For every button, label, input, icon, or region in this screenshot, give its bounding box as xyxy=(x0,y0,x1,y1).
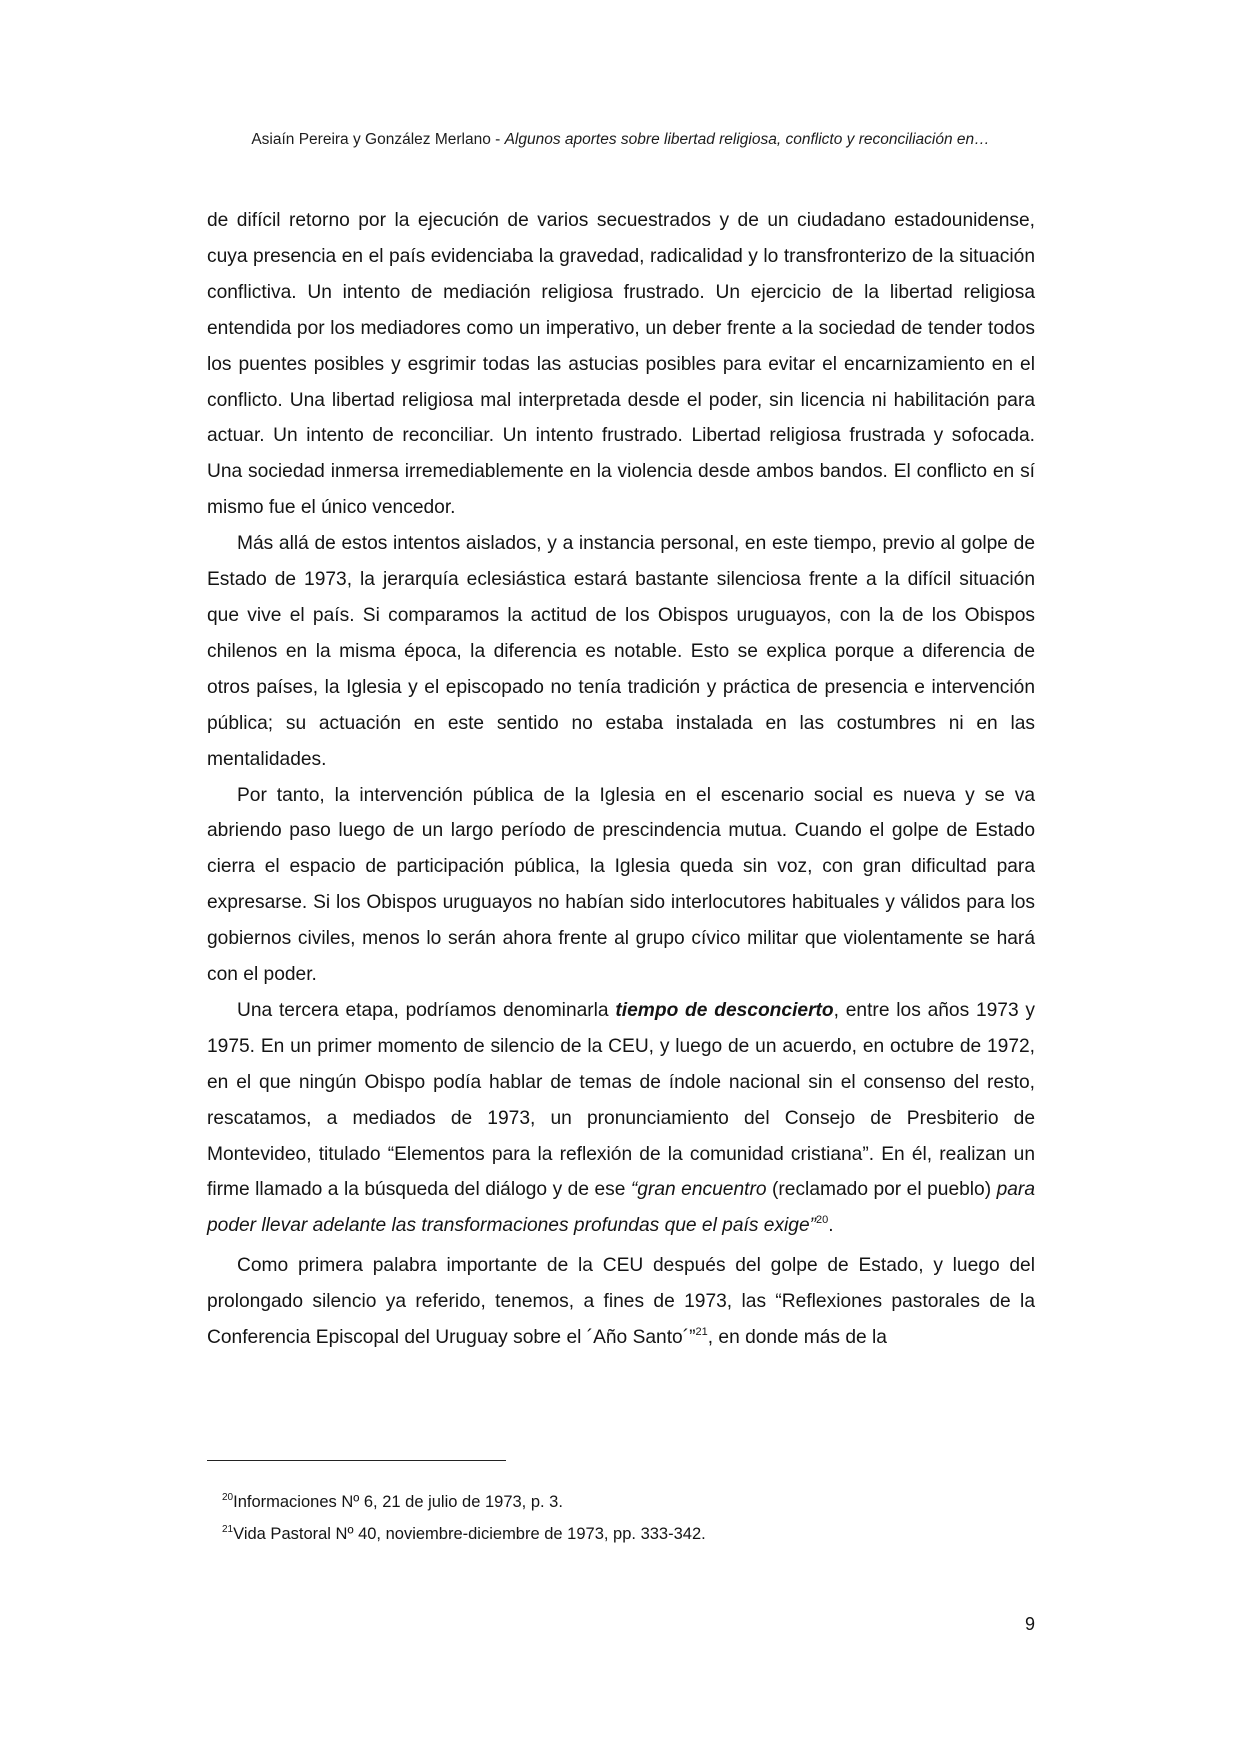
footnote-number: 20 xyxy=(222,1492,234,1503)
footnote-ref-21: 21 xyxy=(695,1326,708,1339)
paragraph-4-quote-start: “gran encuentro xyxy=(630,1179,767,1201)
paragraph-4-text-e: (reclamado por el pueblo) xyxy=(766,1179,997,1201)
header-authors: Asiaín Pereira y González Merlano - xyxy=(251,131,505,148)
paragraph-5 xyxy=(207,1248,1035,1356)
paragraph-4 xyxy=(207,993,1035,1244)
footnotes xyxy=(222,1486,1022,1550)
running-header xyxy=(0,131,1241,149)
paragraph-4-text-a: Una tercera etapa, podríamos denominarla xyxy=(237,999,616,1021)
paragraph-5-text-a: Como primera palabra importante de la CEU después del golpe de Estado, y luego del prolongado silencio ya referido, tenemos, a fines de 1973, las “Reflexiones pastorales de la Conferencia Episcopal del Uruguay sobre el ´Año Santo´” xyxy=(207,1255,1035,1349)
paragraph-4-text-g: . xyxy=(828,1215,834,1237)
page-number: 9 xyxy=(1024,1614,1035,1634)
paragraph-3: Por tanto, la intervención pública de la Iglesia en el escenario social es nueva y se va abriendo paso luego de un largo período de prescindencia mutua. Cuando el golpe de Estado cierra el espacio de participación pública, la Iglesia queda sin voz, con gran dificultad para expresarse. Si los Obispos uruguayos no habían sido interlocutores habituales y válidos para los gobiernos civiles, menos lo serán ahora frente al grupo cívico militar que violentamente se hará con el poder. xyxy=(207,784,1035,986)
footnote-text: Vida Pastoral Nº 40, noviembre-diciembre de 1973, pp. 333-342. xyxy=(233,1525,706,1543)
paragraph-2: Más allá de estos intentos aislados, y a instancia personal, en este tiempo, previo al golpe de Estado de 1973, la jerarquía eclesiástica estará bastante silenciosa frente a la difícil situación que vive el país. Si comparamos la actitud de los Obispos uruguayos, con la de los Obispos chilenos en la misma época, la diferencia es notable. Esto se explica porque a diferencia de otros países, la Iglesia y el episcopado no tenía tradición y práctica de presencia e intervención pública; su actuación en este sentido no estaba instalada en las costumbres ni en las mentalidades. xyxy=(207,533,1035,770)
footnote-separator xyxy=(207,1460,506,1461)
paragraph-1: de difícil retorno por la ejecución de varios secuestrados y de un ciudadano estadounidense, cuya presencia en el país evidenciaba la gravedad, radicalidad y lo transfronterizo de la situación conflictiva. Un intento de mediación religiosa frustrado. Un ejercicio de la libertad religiosa entendida por los mediadores como un imperativo, un deber frente a la sociedad de tender todos los puentes posibles y esgrimir todas las astucias posibles para evitar el encarnizamiento en el conflicto. Una libertad religiosa mal interpretada desde el poder, sin licencia ni habilitación para actuar. Un intento de reconciliar. Un intento frustrado. Libertad religiosa frustrada y sofocada. Una sociedad inmersa irremediablemente en la violencia desde ambos bandos. El conflicto en sí mismo fue el único vencedor. xyxy=(207,210,1035,519)
paragraph-4-text-c: , entre los años 1973 y 1975. En un primer momento de silencio de la CEU, y luego de un acuerdo, en octubre de 1972, en el que ningún Obispo podía hablar de temas de índole nacional sin el consenso del resto, rescatamos, a mediados de 1973, un pronunciamiento del Consejo de Presbiterio de Montevideo, titulado “Elementos para la reflexión de la comunidad cristiana”. En él, realizan un firme llamado a la búsqueda del diálogo y de ese xyxy=(207,999,1036,1201)
footnote xyxy=(222,1518,1022,1550)
paragraph-4-emphasis: tiempo de desconcierto xyxy=(615,999,834,1021)
paragraph-4-quote-end: para poder llevar adelante las transformaciones profundas que el país exige” xyxy=(207,1179,1035,1237)
paragraph-5-text-b: , en donde más de la xyxy=(707,1327,887,1349)
header-title: Algunos aportes sobre libertad religiosa, conflicto y reconciliación en… xyxy=(504,131,990,148)
footnote-text: Informaciones Nº 6, 21 de julio de 1973, p. 3. xyxy=(233,1493,563,1511)
footnote-number: 21 xyxy=(222,1524,234,1535)
footnote xyxy=(222,1486,1022,1518)
body-text xyxy=(207,203,1035,1356)
footnote-ref-20: 20 xyxy=(816,1214,829,1227)
